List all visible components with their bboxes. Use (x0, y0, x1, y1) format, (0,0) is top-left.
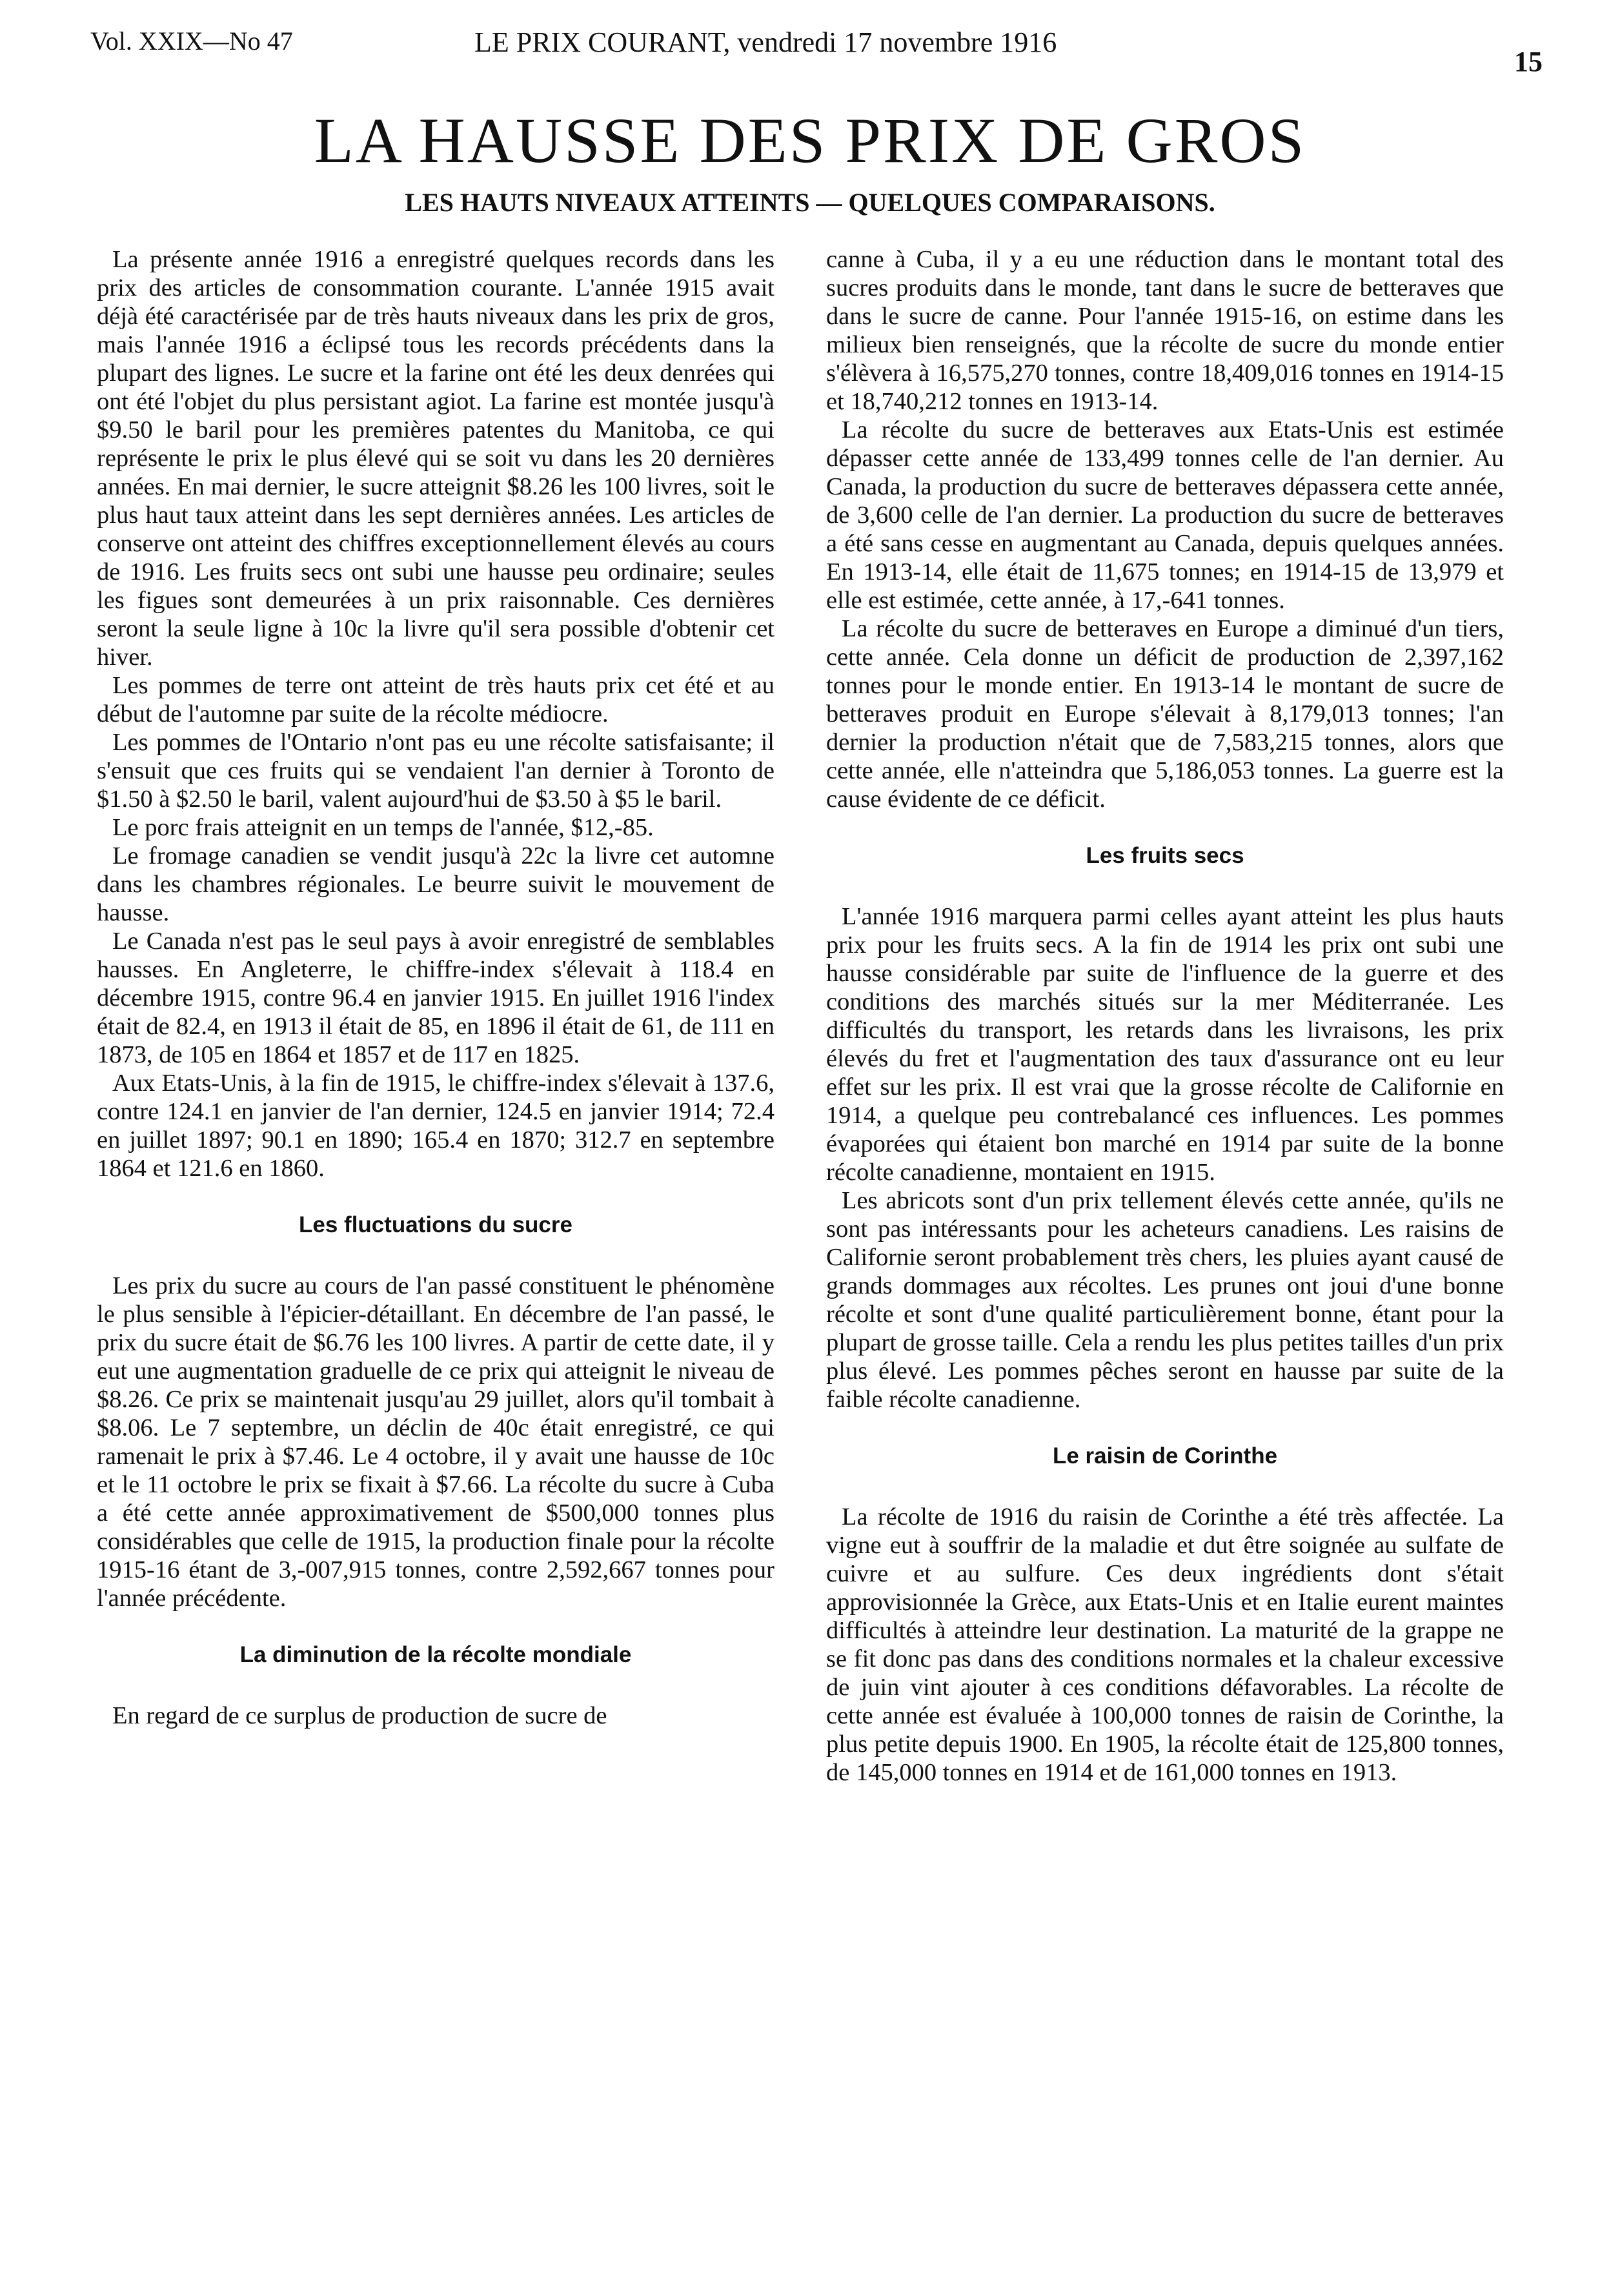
paragraph: La récolte de 1916 du raisin de Corinthe a été très affectée. La vigne eut à souffrir de la maladie et dut être soignée au sulfate de cuivre et au sulfure. Ces deux ingrédients dont s'était approvisionnée la Grèce, aux Etats-Unis et en Italie eurent maintes difficultés à atteindre leur destination. La maturité de la grappe ne se fit donc pas dans des conditions normales et la chaleur excessive de juin vint ajouter à ces conditions défavorables. La récolte de cette année est évaluée à 100,000 tonnes de raisin de Corinthe, la plus petite depuis 1900. En 1905, la récolte était de 125,800 tonnes, de 145,000 tonnes en 1914 et de 161,000 tonnes en 1913. (826, 1503, 1504, 1786)
right-column (826, 245, 1504, 1787)
paragraph: L'année 1916 marquera parmi celles ayant atteint les plus hauts prix pour les fruits secs. A la fin de 1914 les prix ont subi une hausse considérable par suite de l'influence de la guerre et des conditions des marchés situés sur la mer Méditerranée. Les difficultés du transport, les retards dans les livraisons, les prix élevés du fret et l'augmentation des taux d'assurance ont eu leur effet sur les prix. Il est vrai que la grosse récolte de Californie en 1914, a quelque peu contrebalancé ces influences. Les pommes évaporées qui étaient bon marché en 1914 par suite de la bonne récolte canadienne, montaient en 1915. (826, 903, 1504, 1186)
page-number: 15 (1514, 46, 1543, 77)
paragraph: Le Canada n'est pas le seul pays à avoir enregistré de semblables hausses. En Angleterre, le chiffre-index s'élevait à 118.4 en décembre 1915, contre 96.4 en janvier 1915. En juillet 1916 l'index était de 82.4, en 1913 il était de 85, en 1896 il était de 61, de 111 en 1873, de 105 en 1864 et 1857 et de 117 en 1825. (97, 928, 775, 1068)
paragraph: La présente année 1916 a enregistré quelques records dans les prix des articles de consommation courante. L'année 1915 avait déjà été caractérisée par de très hauts niveaux dans les prix de gros, mais l'année 1916 a éclipsé tous les records précédents dans la plupart des lignes. Le sucre et la farine ont été les deux denrées qui ont été l'objet du plus persistant agiot. La farine est montée jusqu'à $9.50 le baril pour les premières patentes du Manitoba, ce qui représente le prix le plus élevé qui se soit vu dans les 20 dernières années. En mai dernier, le sucre atteignit $8.26 les 100 livres, soit le plus haut taux atteint dans les sept dernières années. Les articles de conserve ont atteint des chiffres exceptionnellement élevés au cours de 1916. Les fruits secs ont subi une hausse peu ordinaire; seules les figues sont demeurées à un prix raisonnable. Ces dernières seront la seule ligne à 10c la livre qu'il sera possible d'obtenir cet hiver. (97, 246, 775, 671)
paragraph: canne à Cuba, il y a eu une réduction dans le montant total des sucres produits dans le monde, tant dans le sucre de betteraves que dans le sucre de canne. Pour l'année 1915-16, on estime dans les milieux bien renseignés, que la récolte de sucre du monde entier s'élèvera à 16,575,270 tonnes, contre 18,409,016 tonnes en 1914-15 et 18,740,212 tonnes en 1913-14. (826, 246, 1504, 415)
section-heading-sucre: Les fluctuations du sucre (299, 1212, 572, 1237)
article-title: LA HAUSSE DES PRIX DE GROS (314, 105, 1306, 176)
section-heading-diminution: La diminution de la récolte mondiale (239, 1642, 632, 1667)
paragraph: En regard de ce surplus de production de sucre de (112, 1702, 607, 1729)
paragraph: La récolte du sucre de betteraves aux Etats-Unis est estimée dépasser cette année de 133,499 tonnes celle de l'an dernier. Au Canada, la production du sucre de betteraves dépassera cette année, de 3,600 celle de l'an dernier. La production du sucre de betteraves a été sans cesse en augmentant au Canada, depuis quelques années. En 1913-14, elle était de 11,675 tonnes; en 1914-15 de 13,979 et elle est estimée, cette année, à 17,-641 tonnes. (826, 416, 1504, 614)
paragraph: Le porc frais atteignit en un temps de l'année, $12,-85. (112, 814, 654, 841)
publication-line: LE PRIX COURANT, vendredi 17 novembre 1916 (474, 26, 1057, 58)
paragraph: La récolte du sucre de betteraves en Europe a diminué d'un tiers, cette année. Cela donne un déficit de production de 2,397,162 tonnes pour le monde entier. En 1913-14 le montant de sucre de betteraves produit en Europe s'élevait à 8,179,013 tonnes; l'an dernier la production n'était que de 7,583,215 tonnes, alors que cette année, elle n'atteindra que 5,186,053 tonnes. La guerre est la cause évidente de ce déficit. (826, 615, 1504, 813)
left-column (97, 245, 775, 1730)
article-subtitle: LES HAUTS NIVEAUX ATTEINTS — QUELQUES COMPARAISONS. (405, 188, 1215, 217)
paragraph: Le fromage canadien se vendit jusqu'à 22c la livre cet automne dans les chambres régionales. Le beurre suivit le mouvement de hausse. (97, 842, 775, 926)
paragraph: Les prix du sucre au cours de l'an passé constituent le phénomène le plus sensible à l'épicier-détaillant. En décembre de l'an passé, le prix du sucre était de $6.76 les 100 livres. A partir de cette date, il y eut une augmentation graduelle de ce prix qui atteignit le niveau de $8.26. Ce prix se maintenait jusqu'au 29 juillet, alors qu'il tombait à $8.06. Le 7 septembre, un déclin de 40c était enregistré, ce qui ramenait le prix à $7.46. Le 4 octobre, il y avait une hausse de 10c et le 11 octobre le prix se fixait à $7.66. La récolte du sucre à Cuba a été cette année approximativement de $500,000 tonnes plus considérables que celle de 1915, la production finale pour la récolte 1915-16 étant de 3,-007,915 tonnes, contre 2,592,667 tonnes pour l'année précédente. (97, 1272, 775, 1612)
paragraph: Les pommes de terre ont atteint de très hauts prix cet été et au début de l'automne par suite de la récolte médiocre. (97, 672, 775, 727)
section-heading-corinthe: Le raisin de Corinthe (1052, 1443, 1278, 1468)
paragraph: Les pommes de l'Ontario n'ont pas eu une récolte satisfaisante; il s'ensuit que ces fruits qui se vendaient l'an dernier à Toronto de $1.50 à $2.50 le baril, valent aujourd'hui de $3.50 à $5 le baril. (97, 729, 775, 813)
paragraph: Les abricots sont d'un prix tellement élevés cette année, qu'ils ne sont pas intéressants pour les acheteurs canadiens. Les raisins de Californie seront probablement très chers, les pluies ayant causé de grands dommages aux récoltes. Les prunes ont joui d'une bonne récolte et sont d'une qualité particulièrement bonne, étant pour la plupart de grosse taille. Cela a rendu les plus petites tailles d'un prix plus élevé. Les pommes pêches seront en hausse par suite de la faible récolte canadienne. (826, 1187, 1504, 1413)
page-header (0, 26, 1620, 77)
volume-number: Vol. XXIX—No 47 (90, 26, 293, 56)
paragraph: Aux Etats-Unis, à la fin de 1915, le chiffre-index s'élevait à 137.6, contre 124.1 en janvier de l'an dernier, 124.5 en janvier 1914; 72.4 en juillet 1897; 90.1 en 1890; 165.4 en 1870; 312.7 en septembre 1864 et 121.6 en 1860. (97, 1070, 775, 1182)
section-heading-fruits: Les fruits secs (1086, 843, 1244, 868)
